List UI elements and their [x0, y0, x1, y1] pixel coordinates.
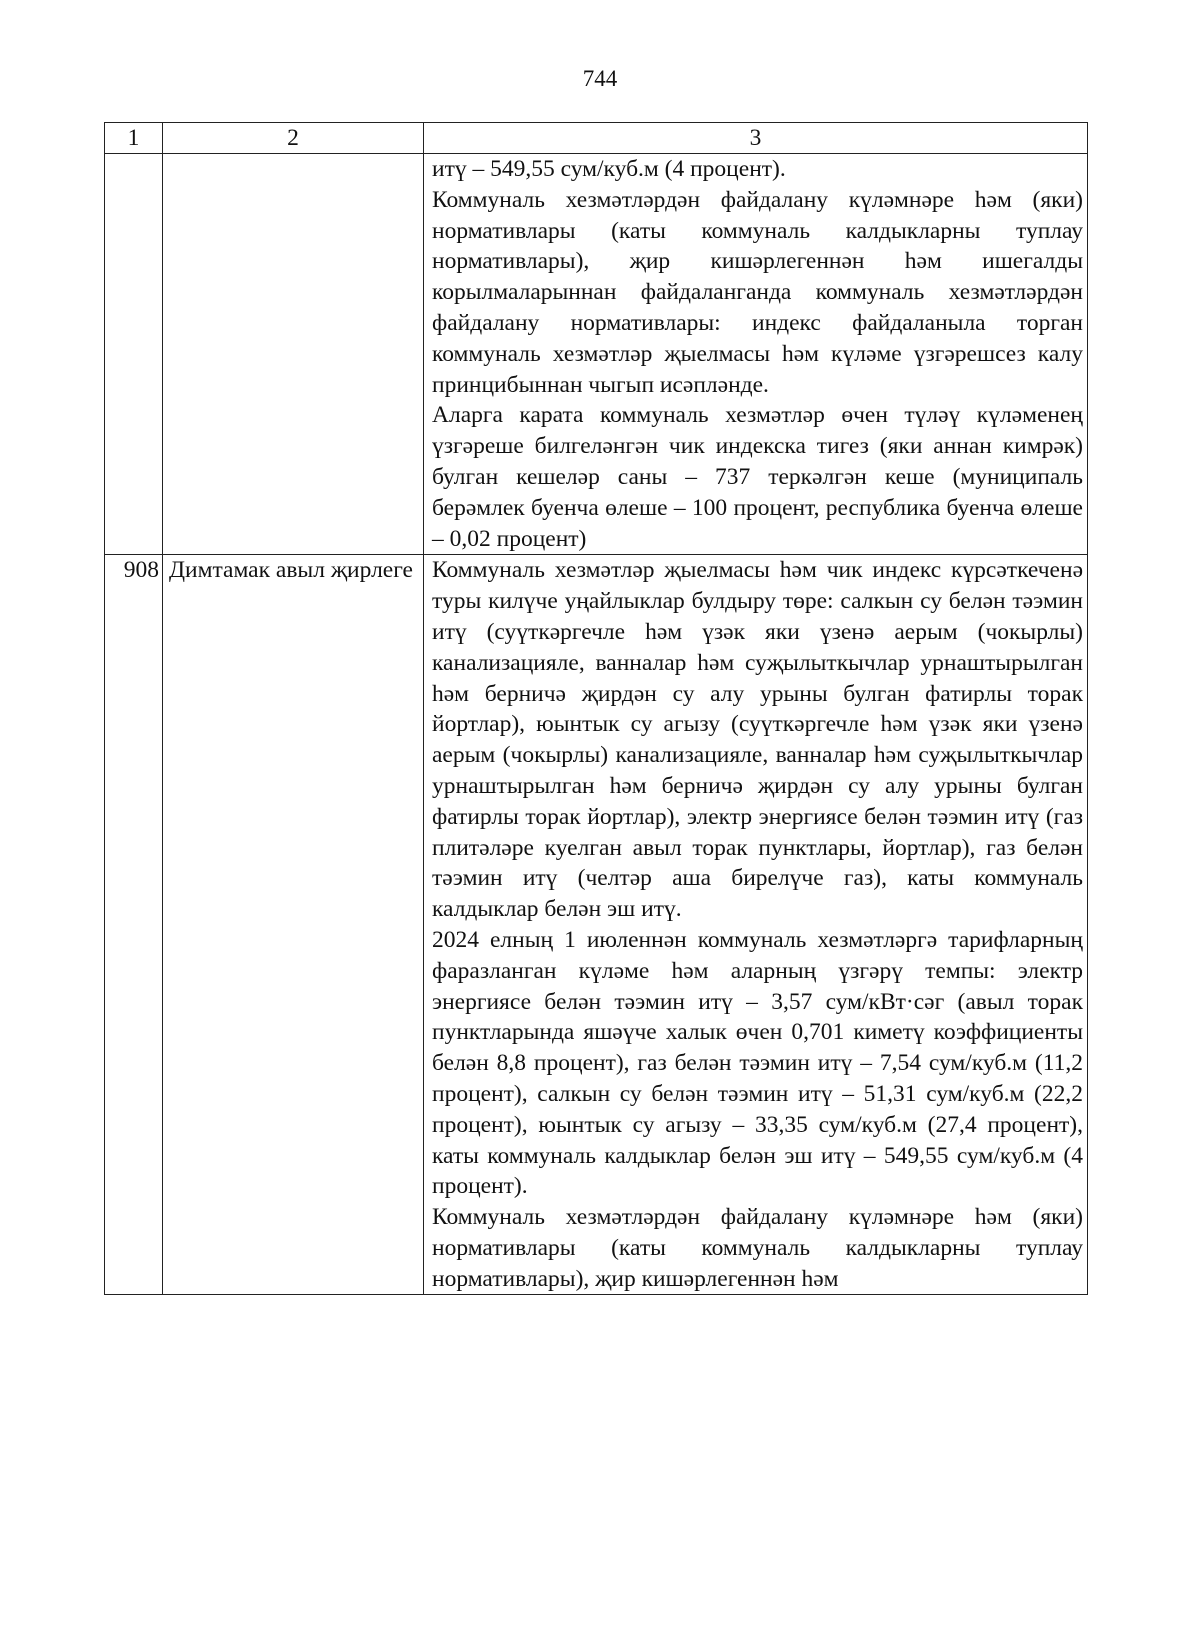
paragraph: Коммуналь хезмәтләрдән файдалану күләмнәре һәм (яки) нормативлары (каты коммуналь калдыкларны туплау нормативлары), җир кишәрлегеннән һәм ишегалды корылмаларыннан файдаланганда коммуналь хезмәтләрдән файдалану нормативлары: индекс файдаланыла торган коммуналь хезмәтләр җыелмасы һәм күләме үзгәрешсез калу принцибыннан чыгып исәпләнде. — [432, 186, 1083, 398]
paragraph: Аларга карата коммуналь хезмәтләр өчен түләү күләменең үзгәреше билгеләнгән чик индекска тигез (яки аннан кимрәк) булган кешеләр саны – 737 теркәлгән кеше (муниципаль берәмлек буенча өлеше – 100 процент, республика буенча өлеше – 0,02 процент) — [432, 402, 1083, 552]
paragraph: 2024 елның 1 июленнән коммуналь хезмәтләргә тарифларның фаразланган күләме һәм аларның үзгәрү темпы: электр энергиясе белән тәэмин итү – 3,57 сум/кВт·сәг (авыл торак пунктларында яшәүче халык өчен 0,701 киметү коэффициенты белән 8,8 процент), газ белән тәэмин итү – 7,54 сум/куб.м (11,2 процент), салкын су белән тәэмин итү – 51,31 сум/куб.м (22,2 процент), юынтык су агызу – 33,35 сум/куб.м (27,4 процент), каты коммуналь калдыклар белән эш итү – 549,55 сум/куб.м (4 процент). — [432, 926, 1083, 1200]
table-header-row — [105, 123, 1088, 154]
header-cell-2: 2 — [163, 123, 424, 154]
table-row — [105, 555, 1088, 1295]
paragraph: Коммуналь хезмәтләрдән файдалану күләмнәре һәм (яки) нормативлары (каты коммуналь калдыкларны туплау нормативлары), җир кишәрлегеннән һәм — [432, 1204, 1083, 1292]
row-number: 908 — [105, 555, 163, 1295]
settlement-name — [163, 154, 424, 555]
table-row — [105, 154, 1088, 555]
page-number: 744 — [582, 66, 618, 91]
settlement-name: Димтамак авыл җирлеге — [163, 555, 424, 1295]
header-cell-1: 1 — [105, 123, 163, 154]
header-cell-3: 3 — [424, 123, 1088, 154]
row-content — [424, 555, 1088, 1295]
row-content — [424, 154, 1088, 555]
row-number — [105, 154, 163, 555]
paragraph: Коммуналь хезмәтләр җыелмасы һәм чик индекс күрсәткеченә туры килүче уңайлыклар булдыру төре: салкын су белән тәэмин итү (суүткәргечле һәм үзәк яки үзенә аерым (чокырлы) канализацияле, ванналар һәм суҗылыткычлар урнаштырылган һәм берничә җирдән су алу урыны булган фатирлы торак йортлар), юынтык су агызу (суүткәргечле һәм үзәк яки үзенә аерым (чокырлы) канализацияле, ванналар һәм суҗылыткычлар урнаштырылган һәм берничә җирдән су алу урыны булган фатирлы торак йортлар), электр энергиясе белән тәэмин итү (газ плитәләре куелган авыл торак пунктлары, йортлар), газ белән тәэмин итү (челтәр аша бирелүче газ), каты коммуналь калдыклар белән эш итү. — [432, 557, 1083, 923]
document-table — [104, 122, 1088, 1295]
paragraph: итү – 549,55 сум/куб.м (4 процент). — [432, 156, 786, 182]
